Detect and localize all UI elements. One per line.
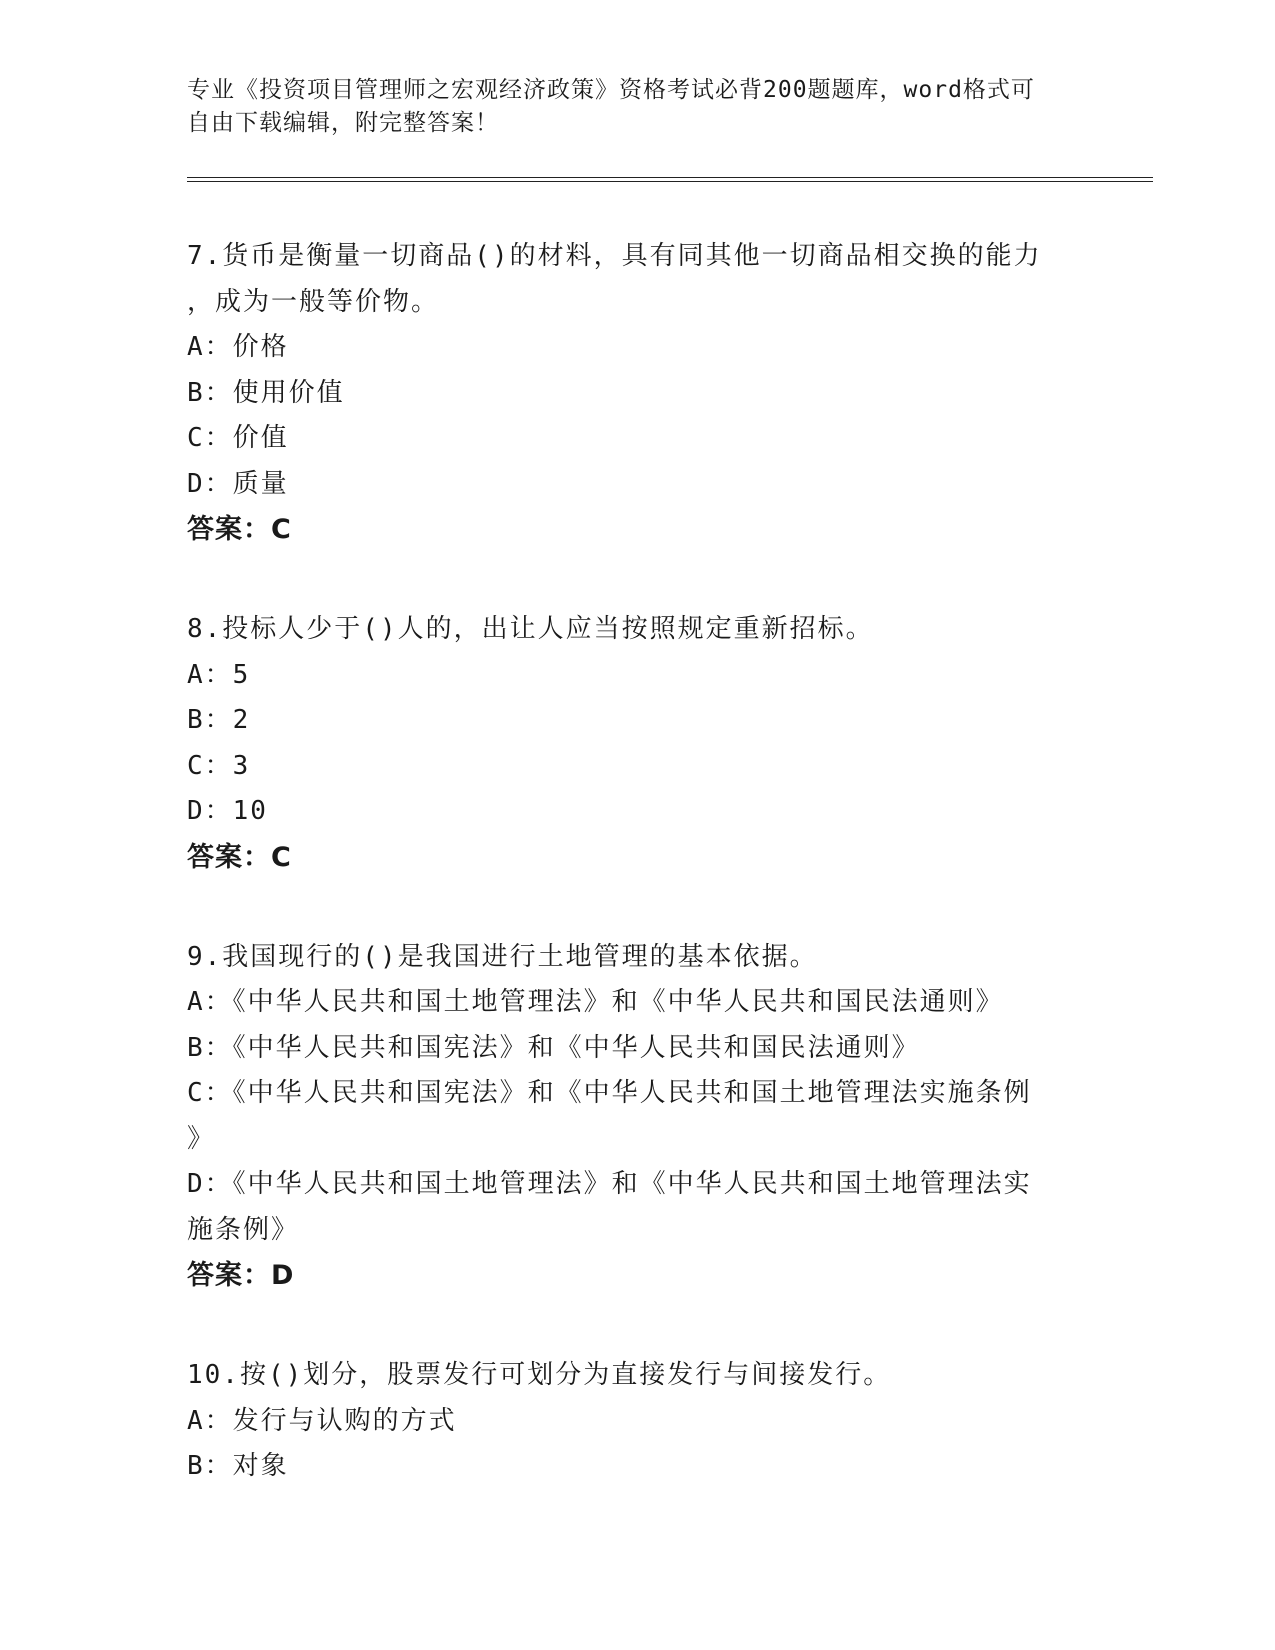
option-a: A：价格 [187,332,289,362]
question-8 [187,607,1087,881]
option-b: B：《中华人民共和国宪法》和《中华人民共和国民法通则》 [187,1032,920,1063]
option-b: B：2 [187,705,251,735]
question-stem-continued: ，成为一般等价物。 [187,286,440,317]
question-stem: 8.投标人少于()人的，出让人应当按照规定重新招标。 [187,614,874,644]
answer-key: 答案：C [187,514,292,545]
option-d: D：《中华人民共和国土地管理法》和《中华人民共和国土地管理法实 [187,1169,1032,1199]
question-list [187,234,1087,1544]
question-stem: 10.按()划分，股票发行可划分为直接发行与间接发行。 [187,1360,892,1390]
header-divider-top [187,177,1153,178]
option-c: C：3 [187,750,251,781]
option-a: A：5 [187,659,251,690]
header-line-1: 专业《投资项目管理师之宏观经济政策》资格考试必背200题题库，word格式可 [187,77,1035,103]
option-a: A：《中华人民共和国土地管理法》和《中华人民共和国民法通则》 [187,987,1004,1017]
question-stem: 7.货币是衡量一切商品()的材料，具有同其他一切商品相交换的能力 [187,241,1042,271]
option-b: B：对象 [187,1451,289,1481]
question-10 [187,1353,1087,1490]
option-a: A：发行与认购的方式 [187,1405,457,1436]
option-c: C：价值 [187,423,289,453]
option-d: D：质量 [187,468,289,499]
answer-key: 答案：C [187,841,292,873]
header-divider-bottom [187,181,1153,182]
option-d-continued: 施条例》 [187,1214,300,1245]
question-9 [187,935,1087,1300]
option-d: D：10 [187,796,268,826]
option-c-continued: 》 [187,1123,216,1154]
question-stem: 9.我国现行的()是我国进行土地管理的基本依据。 [187,941,818,972]
question-7 [187,234,1087,553]
document-header [187,74,1067,140]
option-b: B：使用价值 [187,377,345,408]
answer-key: 答案：D [187,1260,295,1291]
header-line-2: 自由下载编辑，附完整答案！ [187,110,499,136]
option-c: C：《中华人民共和国宪法》和《中华人民共和国土地管理法实施条例 [187,1078,1032,1108]
